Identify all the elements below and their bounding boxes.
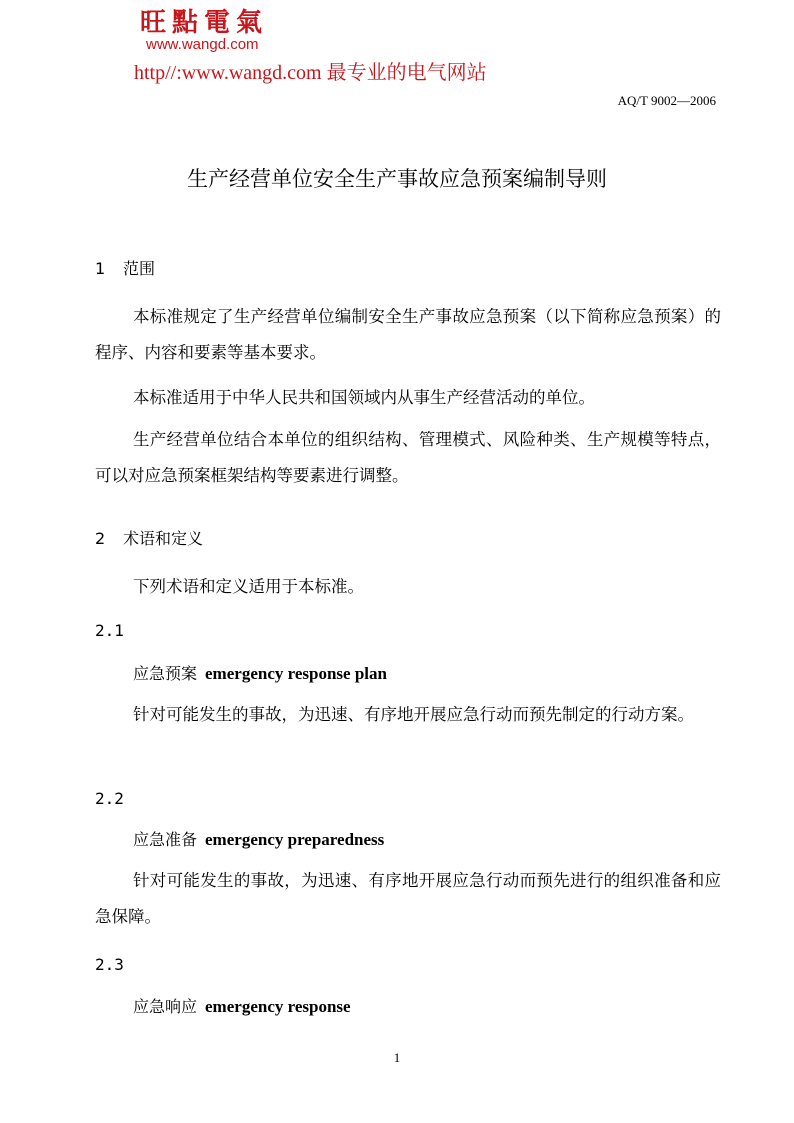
term-heading [133,661,387,684]
section-number: 2 [95,529,106,548]
section-2-heading [95,526,203,549]
term-chinese: 应急预案 [133,664,198,683]
standard-code: AQ/T 9002—2006 [617,93,716,108]
term-chinese: 应急准备 [133,830,198,849]
site-logo-text: 旺點電氣 [140,8,269,38]
paragraph: 下列术语和定义适用于本标准。 [133,577,364,596]
term-heading [133,994,351,1017]
section-1-heading [95,256,155,279]
paragraph: 本标准适用于中华人民共和国领域内从事生产经营活动的单位。 [133,388,595,407]
paragraph: 本标准规定了生产经营单位编制安全生产事故应急预案（以下简称应急预案）的程序、内容和要素等基本要求。 [95,307,721,362]
site-logo-url: www.wangd.com [146,36,259,53]
section-title: 范围 [123,259,156,278]
term-english: emergency response plan [205,664,387,683]
clause-number: 2.1 [95,621,124,640]
section-title: 术语和定义 [123,529,204,548]
page-number: 1 [393,1050,401,1065]
term-chinese: 应急响应 [133,997,198,1016]
term-heading [133,827,384,850]
clause-number: 2.2 [95,789,124,808]
term-definition: 针对可能发生的事故，为迅速、有序地开展应急行动而预先进行的组织准备和应急保障。 [95,871,721,926]
document-title: 生产经营单位安全生产事故应急预案编制导则 [187,167,607,191]
paragraph: 生产经营单位结合本单位的组织结构、管理模式、风险种类、生产规模等特点，可以对应急预案框架结构等要素进行调整。 [95,430,721,485]
site-slogan: http//:www.wangd.com 最专业的电气网站 [134,62,487,84]
term-english: emergency preparedness [205,830,385,849]
term-english: emergency response [205,997,351,1016]
clause-number: 2.3 [95,955,124,974]
term-definition: 针对可能发生的事故，为迅速、有序地开展应急行动而预先制定的行动方案。 [133,705,694,724]
section-number: 1 [95,259,106,278]
